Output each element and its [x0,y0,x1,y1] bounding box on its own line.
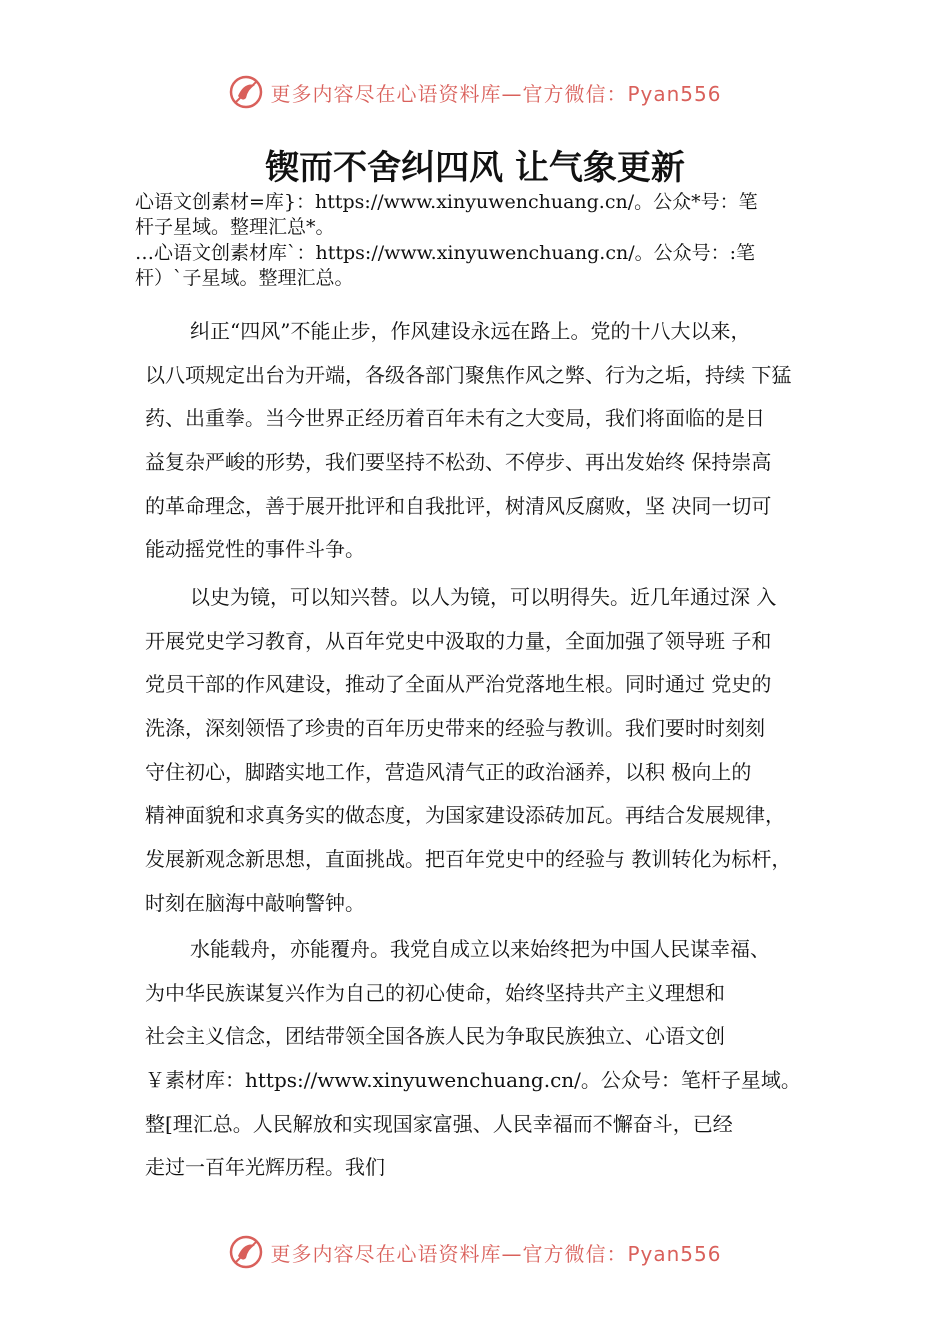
text-line: ￥素材库：https://www.xinyuwenchuang.cn/。公众号：笔杆子星域。 [145,1068,801,1093]
text-line: 能动摇党性的事件斗争。 [145,537,365,562]
text-line: 走过一百年光辉历程。我们 [145,1155,385,1180]
header-banner [0,72,950,112]
text-line: 守住初心，脚踏实地工作，营造风清气正的政治涵养，以积 极向上的 [145,759,752,784]
text-line: 以八项规定出台为开端，各级各部门聚焦作风之弊、行为之垢，持续 下猛 [145,362,792,387]
source-line: 杆）`子星域。整理汇总。 [135,267,354,289]
banner-text: 更多内容尽在心语资料库—官方微信：Pyan556 [270,1241,722,1266]
text-line: 党员干部的作风建设，推动了全面从严治党落地生根。同时通过 党史的 [145,672,772,697]
text-line: 纠正“四风”不能止步，作风建设永远在路上。党的十八大以来， [190,319,751,343]
text-line: 开展党史学习教育，从百年党史中汲取的力量，全面加强了领导班 子和 [145,628,772,653]
text-line: 为中华民族谋复兴作为自己的初心使命，始终坚持共产主义理想和 [145,980,725,1005]
paragraph-2 [145,576,835,926]
text-line: 时刻在脑海中敲响警钟。 [145,890,365,915]
text-line: 药、出重拳。当今世界正经历着百年未有之大变局，我们将面临的是日 [145,406,765,431]
footer-banner [0,1232,950,1272]
text-line: 水能载舟，亦能覆舟。我党自成立以来始终把为中国人民谋幸福、 [190,937,770,961]
source-line: 心语文创素材=库}：https://www.xinyuwenchuang.cn/。公众*号：笔 [135,191,758,213]
text-line: 发展新观念新思想，直面挑战。把百年党史中的经验与 教训转化为标杆， [145,847,792,872]
text-line: 洗涤，深刻领悟了珍贵的百年历史带来的经验与教训。我们要时时刻刻 [145,716,765,741]
text-line: 精神面貌和求真务实的做态度，为国家建设添砖加瓦。再结合发展规律， [145,803,785,828]
seal-logo-icon [228,1234,264,1270]
document-title: 锲而不舍纠四风 让气象更新 [265,148,685,188]
source-line: 杆子星域。整理汇总*。 [135,216,335,238]
text-line: 的革命理念，善于展开批评和自我批评，树清风反腐败，坚 决同一切可 [145,493,772,518]
text-line: 整[理汇总。人民解放和实现国家富强、人民幸福而不懈奋斗，已经 [145,1111,733,1136]
text-line: 益复杂严峻的形势，我们要坚持不松劲、不停步、再出发始终 保持崇高 [145,450,772,475]
text-line: 社会主义信念，团结带领全国各族人民为争取民族独立、心语文创 [145,1024,725,1049]
paragraph-1 [145,310,835,572]
source-line: …心语文创素材库`：https://www.xinyuwenchuang.cn/。公众号：:笔 [135,242,756,264]
paragraph-3 [145,928,835,1190]
banner-text: 更多内容尽在心语资料库—官方微信：Pyan556 [270,81,722,106]
text-line: 以史为镜，可以知兴替。以人为镜，可以明得失。近几年通过深 入 [190,585,777,609]
seal-logo-icon [228,74,264,110]
